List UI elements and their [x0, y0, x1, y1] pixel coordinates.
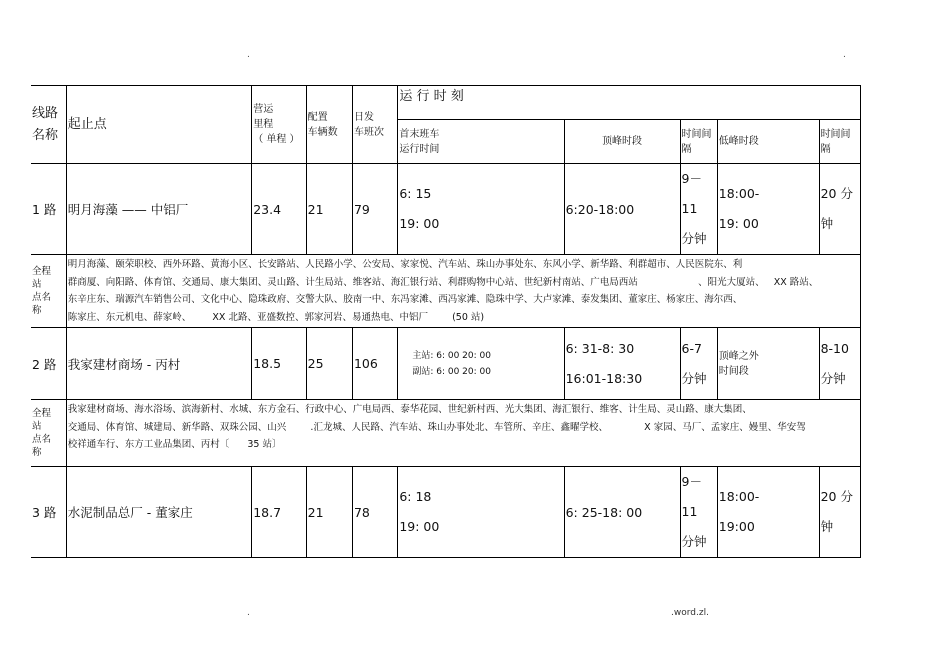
stops-label-3: 点名 [32, 292, 52, 303]
page-mark-bottom-left: . [247, 608, 250, 618]
route-2-interval-1-a: 6-7 [681, 340, 702, 356]
route-3-trips: 78 [352, 467, 397, 558]
header-interval-1 [680, 120, 717, 164]
route-2-name: 2 路 [31, 328, 66, 400]
header-vehicles-2: 车辆数 [307, 126, 338, 138]
footer-watermark: .word.zl. [671, 608, 709, 618]
route-1-stops-row [31, 255, 861, 328]
route-3-endpoints: 水泥制品总厂 - 董家庄 [66, 467, 251, 558]
route-1-peak: 6:20-18:00 [564, 164, 680, 255]
stops-label-4: 称 [32, 447, 42, 458]
route-1-stops: 明月海藻、颐荣职校、西外环路、黄海小区、长安路站、人民路小学、公安局、家家悦、汽车站、珠山办事处东、东风小学、新华路、利群超市、人民医院东、利 群商厦、向阳路、体育馆、交通局、康大集团、灵山路、计生局站、维客站、海汇银行站、利群购物中心站、世纪新村南站、广电局西站 、阳光大厦站、 XX 路站、 东辛庄东、瑞源汽车销售公司、文化中心、隐珠政府、交警大队、胶南一中、东冯家滩、西冯家滩、隐珠中学、大卢家滩、泰发集团、董家庄、杨家庄、海尔西、 陈家庄、东元机电、薛家岭、 XX 北路、亚盛数控、郭家河岩、易通热电、中铝厂 (50 站) [66, 255, 860, 328]
route-1-interval-1 [680, 164, 717, 255]
route-2-stops-row [31, 400, 861, 467]
route-1-last: 19: 00 [399, 216, 440, 231]
header-line-name-1: 线路 [32, 105, 59, 121]
route-1-interval-1-b: 分钟 [681, 231, 707, 246]
route-3-interval-2 [819, 467, 860, 558]
route-3-offpeak-b: 19:00 [718, 519, 755, 534]
header-distance [252, 86, 306, 164]
route-2-endpoints: 我家建材商场 - 丙村 [66, 328, 251, 400]
route-2-interval-1-b: 分钟 [681, 370, 707, 386]
header-trips [352, 86, 397, 164]
route-2-sub-station: 副站: 6: 00 20: 00 [412, 366, 491, 377]
stops-label-4: 称 [32, 305, 42, 316]
route-2-interval-2 [819, 328, 860, 400]
header-interval-2-a: 时间间 [820, 128, 851, 140]
stops-label-2: 站 [32, 421, 42, 432]
route-1-stops-label [31, 255, 66, 328]
route-1-interval-2 [819, 164, 860, 255]
route-2-peak [564, 328, 680, 400]
route-3-offpeak [717, 467, 819, 558]
header-peak: 顶峰时段 [564, 120, 680, 164]
route-1-distance: 23.4 [252, 164, 306, 255]
route-3-vehicles: 21 [306, 467, 352, 558]
header-line-name-2: 名称 [32, 127, 59, 143]
route-2-peak-a: 6: 31-8: 30 [565, 340, 635, 356]
route-2-trips: 106 [352, 328, 397, 400]
route-3-first-last [398, 467, 564, 558]
route-1-trips: 79 [352, 164, 397, 255]
route-3-interval-2-a: 20 分 [820, 489, 853, 504]
route-3-last: 19: 00 [399, 519, 440, 534]
header-distance-2: 里程 [253, 119, 274, 130]
page-mark-top-left: . [247, 50, 250, 60]
header-first-last [398, 120, 564, 164]
header-schedule: 运 行 时 刻 [398, 86, 861, 120]
route-2-first-last [398, 328, 564, 400]
header-first-last-1: 首末班车 [399, 128, 440, 140]
header-endpoints: 起止点 [66, 86, 251, 164]
stops-label-1: 全程 [32, 266, 52, 277]
route-3-interval-1-b: 分钟 [681, 534, 707, 549]
header-first-last-2: 运行时间 [399, 143, 440, 155]
route-1-vehicles: 21 [306, 164, 352, 255]
header-offpeak: 低峰时段 [717, 120, 819, 164]
route-2-interval-2-b: 分钟 [820, 370, 846, 386]
route-3-distance: 18.7 [252, 467, 306, 558]
route-3-offpeak-a: 18:00- [718, 489, 760, 504]
header-vehicles [306, 86, 352, 164]
header-interval-1-a: 时间间 [681, 128, 712, 140]
route-1-first: 6: 15 [399, 186, 432, 201]
route-1-interval-2-b: 钟 [820, 216, 834, 231]
header-interval-1-b: 隔 [681, 143, 692, 155]
header-distance-3: （ 单程 ） [253, 134, 300, 145]
header-line-name [31, 86, 66, 164]
route-2-peak-b: 16:01-18:30 [565, 370, 643, 386]
route-2-offpeak [717, 328, 819, 400]
route-1-interval-2-a: 20 分 [820, 186, 853, 201]
stops-label-3: 点名 [32, 434, 52, 445]
bus-route-table [31, 85, 861, 558]
route-3-name: 3 路 [31, 467, 66, 558]
page-mark-top-right: . [843, 50, 846, 60]
route-1-offpeak [717, 164, 819, 255]
route-2-distance: 18.5 [252, 328, 306, 400]
route-3-peak: 6: 25-18: 00 [564, 467, 680, 558]
route-1-endpoints: 明月海藻 —— 中铝厂 [66, 164, 251, 255]
route-1-interval-1-a: 9－11 [681, 171, 702, 216]
route-1-offpeak-b: 19: 00 [718, 216, 759, 231]
route-2-stops: 我家建材商场、海水浴场、滨海新村、水城、东方金石、行政中心、广电局西、泰华花园、世纪新村西、光大集团、海汇银行、维客、计生局、灵山路、康大集团、 交通局、体育馆、城建局、新华路、双珠公园、山兴 .汇龙城、人民路、汽车站、珠山办事处北、车管所、辛庄、鑫曜学校、 X 家园、马厂、孟家庄、嫚里、华安驾 校祥通车行、东方工业品集团、丙村〔 35 站〕 [66, 400, 860, 467]
route-2-offpeak-b: 时间段 [718, 365, 749, 377]
route-1-name: 1 路 [31, 164, 66, 255]
header-distance-1: 营运 [253, 104, 274, 115]
header-trips-1: 日发 [353, 111, 374, 123]
route-2-stops-label [31, 400, 66, 467]
route-3-first: 6: 18 [399, 489, 432, 504]
header-trips-2: 车班次 [353, 126, 384, 138]
route-1-offpeak-a: 18:00- [718, 186, 760, 201]
header-interval-2-b: 隔 [820, 143, 831, 155]
route-2-interval-2-a: 8-10 [820, 340, 849, 356]
route-row-2 [31, 328, 861, 400]
route-2-interval-1 [680, 328, 717, 400]
header-vehicles-1: 配置 [307, 111, 328, 123]
route-row-3 [31, 467, 861, 558]
route-row-1 [31, 164, 861, 255]
stops-label-1: 全程 [32, 408, 52, 419]
route-2-main-station: 主站: 6: 00 20: 00 [412, 350, 491, 361]
route-2-vehicles: 25 [306, 328, 352, 400]
route-3-interval-1 [680, 467, 717, 558]
header-row-1 [31, 86, 861, 120]
route-3-interval-2-b: 钟 [820, 519, 834, 534]
route-3-interval-1-a: 9－11 [681, 474, 702, 519]
header-interval-2 [819, 120, 860, 164]
route-1-first-last [398, 164, 564, 255]
stops-label-2: 站 [32, 279, 42, 290]
route-2-offpeak-a: 顶峰之外 [718, 350, 759, 362]
